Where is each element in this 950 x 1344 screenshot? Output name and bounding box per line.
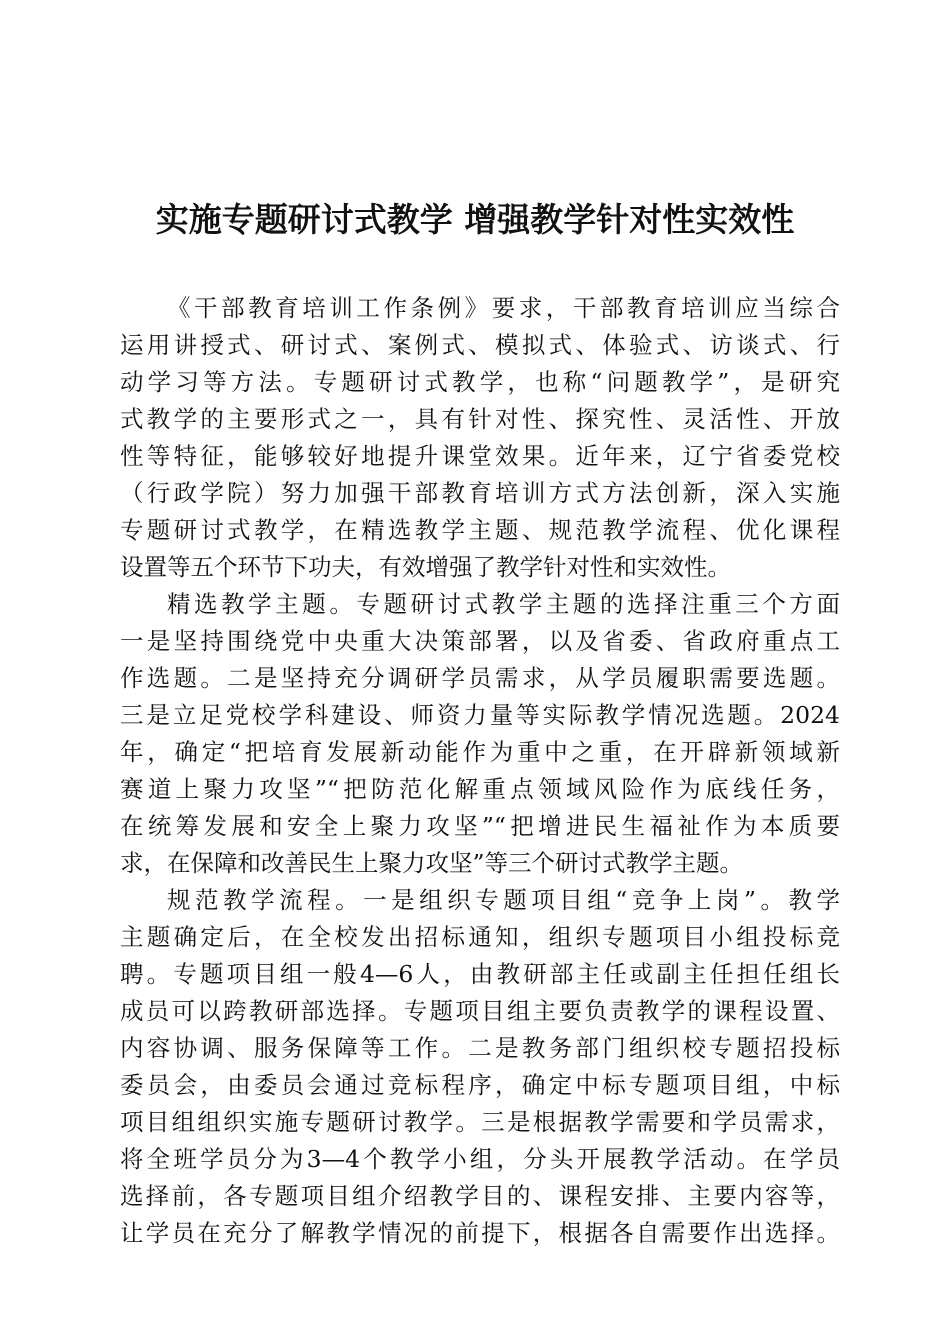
paragraph-line: 设置等五个环节下功夫，有效增强了教学针对性和实效性。 bbox=[120, 553, 731, 581]
paragraph-line: 一是坚持围绕党中央重大决策部署，以及省委、省政府重点工 bbox=[120, 627, 840, 655]
document-title: 实施专题研讨式教学 增强教学针对性实效性 bbox=[155, 200, 795, 239]
paragraph-line: 年，确定“把培育发展新动能作为重中之重，在开辟新领域新 bbox=[120, 738, 840, 766]
paragraph-line: 将全班学员分为3—4个教学小组，分头开展教学活动。在学员 bbox=[120, 1145, 840, 1173]
paragraph-line: 性等特征，能够较好地提升课堂效果。近年来，辽宁省委党校 bbox=[120, 442, 840, 470]
paragraph-line: （行政学院）努力加强干部教育培训方式方法创新，深入实施 bbox=[120, 479, 840, 507]
paragraph-line: 选择前，各专题项目组介绍教学目的、课程安排、主要内容等， bbox=[120, 1182, 840, 1210]
paragraph-line: 项目组组织实施专题研讨教学。三是根据教学需要和学员需求， bbox=[120, 1108, 840, 1136]
paragraph-line: 作选题。二是坚持充分调研学员需求，从学员履职需要选题。 bbox=[120, 664, 840, 692]
paragraph-line: 精选教学主题。专题研讨式教学主题的选择注重三个方面 bbox=[167, 590, 840, 618]
paragraph-line: 动学习等方法。专题研讨式教学，也称“问题教学”，是研究 bbox=[120, 368, 840, 396]
paragraph-line: 规范教学流程。一是组织专题项目组“竞争上岗”。教学 bbox=[167, 886, 840, 914]
paragraph-line: 运用讲授式、研讨式、案例式、模拟式、体验式、访谈式、行 bbox=[120, 331, 840, 359]
paragraph-line: 赛道上聚力攻坚”“把防范化解重点领域风险作为底线任务， bbox=[120, 775, 840, 803]
paragraph-line: 三是立足党校学科建设、师资力量等实际教学情况选题。2024 bbox=[120, 701, 840, 729]
paragraph-line: 聘。专题项目组一般4—6人，由教研部主任或副主任担任组长 bbox=[120, 960, 840, 988]
paragraph-line: 专题研讨式教学，在精选教学主题、规范教学流程、优化课程 bbox=[120, 516, 840, 544]
paragraph-line: 《干部教育培训工作条例》要求，干部教育培训应当综合 bbox=[167, 294, 840, 322]
paragraph-line: 内容协调、服务保障等工作。二是教务部门组织校专题招投标 bbox=[120, 1034, 840, 1062]
paragraph-line: 求，在保障和改善民生上聚力攻坚”等三个研讨式教学主题。 bbox=[120, 849, 744, 877]
paragraph-line: 在统筹发展和安全上聚力攻坚”“把增进民生福祉作为本质要 bbox=[120, 812, 840, 840]
paragraph-2 bbox=[120, 586, 840, 882]
paragraph-line: 让学员在充分了解教学情况的前提下，根据各自需要作出选择。 bbox=[120, 1219, 840, 1247]
paragraph-line: 主题确定后，在全校发出招标通知，组织专题项目小组投标竞 bbox=[120, 923, 840, 951]
paragraph-line: 式教学的主要形式之一，具有针对性、探究性、灵活性、开放 bbox=[120, 405, 840, 433]
paragraph-3 bbox=[120, 882, 840, 1252]
document-body bbox=[120, 290, 840, 1252]
paragraph-line: 成员可以跨教研部选择。专题项目组主要负责教学的课程设置、 bbox=[120, 997, 840, 1025]
paragraph-line: 委员会，由委员会通过竞标程序，确定中标专题项目组，中标 bbox=[120, 1071, 840, 1099]
paragraph-1 bbox=[120, 290, 840, 586]
